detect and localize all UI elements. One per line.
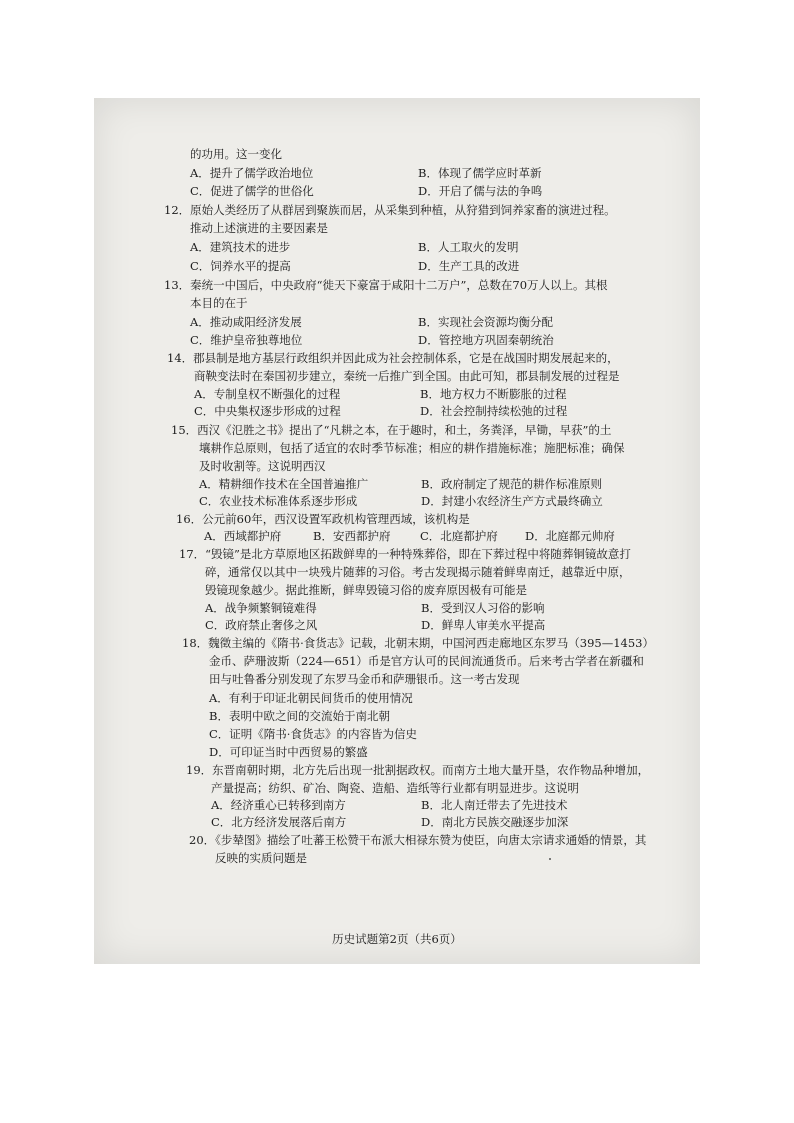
q18-option-b: B．表明中欧之间的交流始于南北朝 (209, 709, 390, 723)
q11-option-a: A．提升了儒学政治地位 (190, 166, 314, 180)
q17-stem-line: 毁镜现象越少。据此推断，鲜卑毁镜习俗的废弃原因极有可能是 (205, 583, 527, 597)
q14-option-b: B．地方权力不断膨胀的过程 (420, 387, 567, 401)
q13-stem-line: 13．秦统一中国后，中央政府“徙天下豪富于咸阳十二万户”，总数在70万人以上。其根 (164, 278, 608, 292)
q15-stem-line: 15．西汉《氾胜之书》提出了“凡耕之本，在于趣时，和土，务粪泽，早锄，早获”的土 (171, 423, 612, 437)
q19-option-b: B．北人南迁带去了先进技术 (421, 798, 568, 812)
q16-option-d: D．北庭都元帅府 (525, 529, 615, 543)
q14-option-c: C．中央集权逐步形成的过程 (194, 404, 341, 418)
q15-option-b: B．政府制定了规范的耕作标准原则 (421, 477, 602, 491)
exam-paper (94, 98, 700, 964)
q14-option-d: D．社会控制持续松弛的过程 (420, 404, 568, 418)
q19-option-a: A．经济重心已转移到南方 (211, 798, 346, 812)
q15-stem-line: 及时收割等。这说明西汉 (199, 459, 326, 473)
q16-option-c: C．北庭都护府 (420, 529, 498, 543)
q13-option-a: A．推动咸阳经济发展 (190, 315, 302, 329)
page-footer: 历史试题第2页（共6页） (332, 932, 462, 946)
q15-option-c: C．农业技术标准体系逐步形成 (199, 494, 358, 508)
q11-stem-line: 的功用。这一变化 (190, 147, 282, 161)
q16-option-a: A．西域都护府 (204, 529, 282, 543)
q13-option-b: B．实现社会资源均衡分配 (418, 315, 553, 329)
q19-stem-line: 产量提高；纺织、矿冶、陶瓷、造船、造纸等行业都有明显进步。这说明 (211, 781, 579, 795)
q20-stem-line: 反映的实质问题是 (215, 851, 307, 865)
q12-option-b: B．人工取火的发明 (418, 240, 519, 254)
q15-option-a: A．精耕细作技术在全国普遍推广 (199, 477, 369, 491)
q19-option-c: C．北方经济发展落后南方 (211, 815, 347, 829)
q11-option-c: C．促进了儒学的世俗化 (190, 184, 314, 198)
q14-stem-line: 14．郡县制是地方基层行政组织并因此成为社会控制体系，它是在战国时期发展起来的， (167, 351, 619, 365)
q16-option-b: B．安西都护府 (313, 529, 391, 543)
q20-stem-line: 20．《步辇图》描绘了吐蕃王松赞干布派大相禄东赞为使臣，向唐太宗请求通婚的情景，其 (189, 833, 647, 847)
q14-stem-line: 商鞅变法时在秦国初步建立，秦统一后推广到全国。由此可知，郡县制发展的过程是 (194, 369, 620, 383)
q12-stem-line: 推动上述演进的主要因素是 (190, 221, 328, 235)
q15-stem-line: 壤耕作总原则，包括了适宜的农时季节标准；相应的耕作措施标准；施肥标准；确保 (199, 441, 625, 455)
q13-option-c: C．维护皇帝独尊地位 (190, 333, 303, 347)
q16-stem-line: 16．公元前60年，西汉设置军政机构管理西域，该机构是 (176, 512, 470, 526)
q13-stem-line: 本目的在于 (190, 296, 248, 310)
q11-option-d: D．开启了儒与法的争鸣 (418, 184, 543, 198)
q19-stem-line: 19．东晋南朝时期，北方先后出现一批割据政权。而南方土地大量开垦，农作物品种增加， (186, 763, 650, 777)
q18-stem-line: 18．魏徵主编的《隋书·食货志》记载，北朝末期，中国河西走廊地区东罗马（395—1453） (182, 636, 655, 650)
q18-option-d: D．可印证当时中西贸易的繁盛 (209, 745, 368, 759)
q17-option-d: D．鲜卑人审美水平提高 (421, 618, 546, 632)
q19-option-d: D．南北方民族交融逐步加深 (421, 815, 569, 829)
q17-option-b: B．受到汉人习俗的影响 (421, 601, 545, 615)
q18-option-a: A．有利于印证北朝民间货币的使用情况 (209, 691, 413, 705)
q11-option-b: B．体现了儒学应时革新 (418, 166, 542, 180)
q12-option-a: A．建筑技术的进步 (190, 240, 291, 254)
q18-stem-line: 金币、萨珊波斯（224—651）币是官方认可的民间流通货币。后来考古学者在新疆和 (209, 654, 644, 668)
q12-stem-line: 12．原始人类经历了从群居到聚族而居，从采集到种植，从狩猎到饲养家畜的演进过程。 (164, 203, 616, 217)
q14-option-a: A．专制皇权不断强化的过程 (194, 387, 341, 401)
q12-option-c: C．饲养水平的提高 (190, 259, 291, 273)
exam-content (94, 98, 700, 964)
q17-stem-line: 碎，通常仅以其中一块残片随葬的习俗。考古发现揭示随着鲜卑南迁，越靠近中原， (205, 565, 631, 579)
q18-option-c: C．证明《隋书·食货志》的内容皆为信史 (209, 727, 417, 741)
q17-option-a: A．战争频繁铜镜难得 (205, 601, 317, 615)
scan-speck (549, 858, 551, 860)
q18-stem-line: 田与吐鲁番分别发现了东罗马金币和萨珊银币。这一考古发现 (209, 672, 520, 686)
q17-stem-line: 17．“毁镜”是北方草原地区拓跋鲜卑的一种特殊葬俗，即在下葬过程中将随葬铜镜故意打 (179, 547, 631, 561)
q15-option-d: D．封建小农经济生产方式最终确立 (421, 494, 603, 508)
q17-option-c: C．政府禁止奢侈之风 (205, 618, 318, 632)
q12-option-d: D．生产工具的改进 (418, 259, 520, 273)
q13-option-d: D．管控地方巩固秦朝统治 (418, 333, 554, 347)
